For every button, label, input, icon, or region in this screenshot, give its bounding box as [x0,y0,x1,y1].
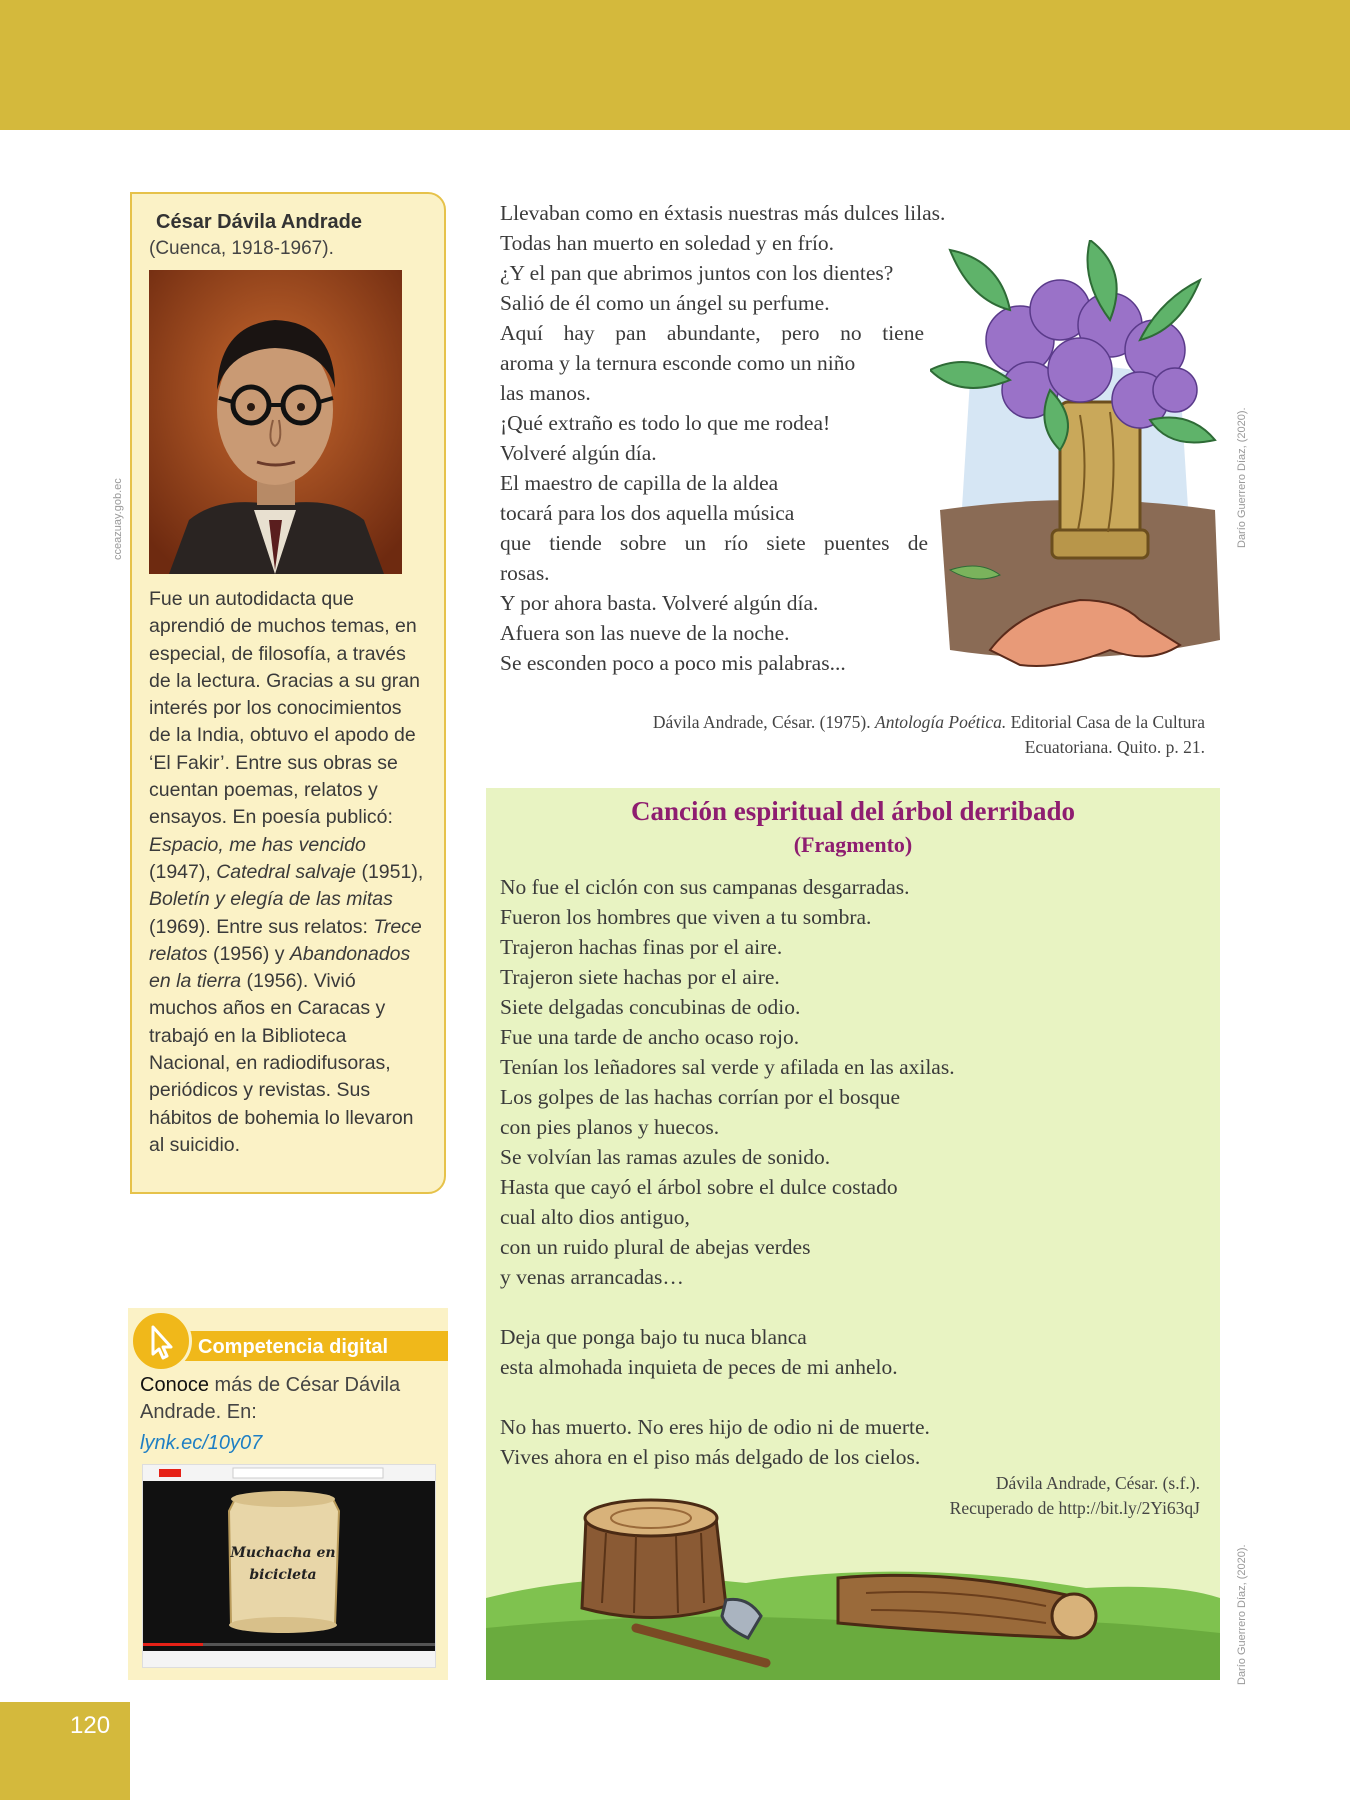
poem-line: Todas han muerto en soledad y en frío. [500,231,835,255]
poem-line: ¿Y el pan que abrimos juntos con los dientes? [500,261,894,285]
poem-line: Deja que ponga bajo tu nuca blanca [500,1325,807,1349]
poem-line: Siete delgadas concubinas de odio. [500,995,801,1019]
page-number: 120 [70,1712,111,1739]
poem-line: Se esconden poco a poco mis palabras... [500,651,846,675]
poem-line: El maestro de capilla de la aldea [500,471,779,495]
poem-line: ¡Qué extraño es todo lo que me rodea! [500,411,831,435]
illustration-credit-bottom: Darío Guerrero Díaz, (2020). [1236,1544,1248,1685]
poem2-text [500,872,1200,1472]
poem-line: Fueron los hombres que viven a tu sombra. [500,905,872,929]
poem-line: Vives ahora en el piso más delgado de los cielos. [500,1445,921,1469]
poem-line: esta almohada inquieta de peces de mi anhelo. [500,1355,898,1379]
video-title-line1: Muchacha en [230,1545,336,1561]
author-dates: (Cuenca, 1918-1967). [149,238,334,259]
digital-competence-title: Competencia digital [198,1336,389,1358]
poem-line: con pies planos y huecos. [500,1115,720,1139]
author-bio-box [130,192,446,1194]
video-link[interactable]: lynk.ec/10y07 [140,1432,263,1454]
poem-line: con un ruido plural de abejas verdes [500,1235,811,1259]
illustration-credit-top: Darío Guerrero Díaz, (2020). [1236,407,1248,548]
header-band [0,0,1350,130]
author-bio-text: Fue un autodidacta que aprendió de muchos temas, en especial, de filosofía, a través de la lectura. Gracias a su gran interés por los conocimientos de la India, obtuvo el apodo de ‘El Fakir’. Entre sus obras se cuentan poemas, relatos y ensayos. En poesía publicó: Espacio, me has vencido (1947), Catedral salvaje (1951), Boletín y elegía de las mitas (1969). Entre sus relatos: Trece relatos (1956) y Abandonados en la tierra (1956). Vivió muchos años en Caracas y trabajó en la Biblioteca Nacional, en radiodifusoras, periódicos y revistas. Sus hábitos de bohemia lo llevaron al suicidio. [149,588,424,1156]
cursor-icon-badge [130,1310,192,1372]
poem-line: y venas arrancadas… [500,1265,684,1289]
poem-line: No has muerto. No eres hijo de odio ni de muerte. [500,1415,930,1439]
poem-line: Volveré algún día. [500,441,657,465]
poem-line: que tiende sobre un río siete puentes de [500,531,928,555]
poem-line: Trajeron siete hachas por el aire. [500,965,780,989]
tree-stump-illustration [486,1488,1220,1680]
poem-line: rosas. [500,561,550,585]
poem-line: Aquí hay pan abundante, pero no tiene [500,321,924,345]
video-title-line2: bicicleta [249,1567,317,1583]
digital-competence-text: Conoce más de César Dávila Andrade. En: [140,1374,401,1423]
poem2-citation: Dávila Andrade, César. (s.f.). Recuperado de http://bit.ly/2Yi63qJ [949,1473,1200,1518]
poem-line: Fue una tarde de ancho ocaso rojo. [500,1025,800,1049]
video-player [143,1465,435,1667]
poem-line: aroma y la ternura esconde como un niño [500,351,856,375]
poem2-subtitle: (Fragmento) [793,832,913,857]
poem-line: tocará para los dos aquella música [500,501,795,525]
poem2-title: Canción espiritual del árbol derribado [630,796,1076,826]
poem-line: No fue el ciclón con sus campanas desgarradas. [500,875,910,899]
poem-line: cual alto dios antiguo, [500,1205,690,1229]
poem-line: Trajeron hachas finas por el aire. [500,935,783,959]
author-portrait [149,270,402,574]
poem-line: Y por ahora basta. Volveré algún día. [500,591,819,615]
poem1-citation: Dávila Andrade, César. (1975). Antología Poética. Editorial Casa de la Cultura Ecuatoriana. Quito. p. 21. [652,712,1205,757]
poem-line [500,1292,1200,1322]
poem-line: Llevaban como en éxtasis nuestras más dulces lilas. [500,201,946,225]
video-thumbnail[interactable] [142,1464,436,1668]
poem-line: Afuera son las nueve de la noche. [500,621,790,645]
poem-line: Salió de él como un ángel su perfume. [500,291,830,315]
digital-competence-box [128,1308,448,1680]
poem-line [500,1382,1200,1412]
author-name: César Dávila Andrade [156,211,363,233]
cursor-icon [133,1313,189,1369]
poem-line: Hasta que cayó el árbol sobre el dulce costado [500,1175,898,1199]
poem-line: las manos. [500,381,591,405]
portrait-credit: cceazuay.gob.ec [112,478,124,560]
poem-line: Se volvían las ramas azules de sonido. [500,1145,831,1169]
poem-line: Tenían los leñadores sal verde y afilada en las axilas. [500,1055,955,1079]
poem2-box [486,788,1220,1680]
lilac-vase-illustration [930,240,1220,680]
poem-line: Los golpes de las hachas corrían por el bosque [500,1085,901,1109]
page-number-tab [0,1702,130,1800]
